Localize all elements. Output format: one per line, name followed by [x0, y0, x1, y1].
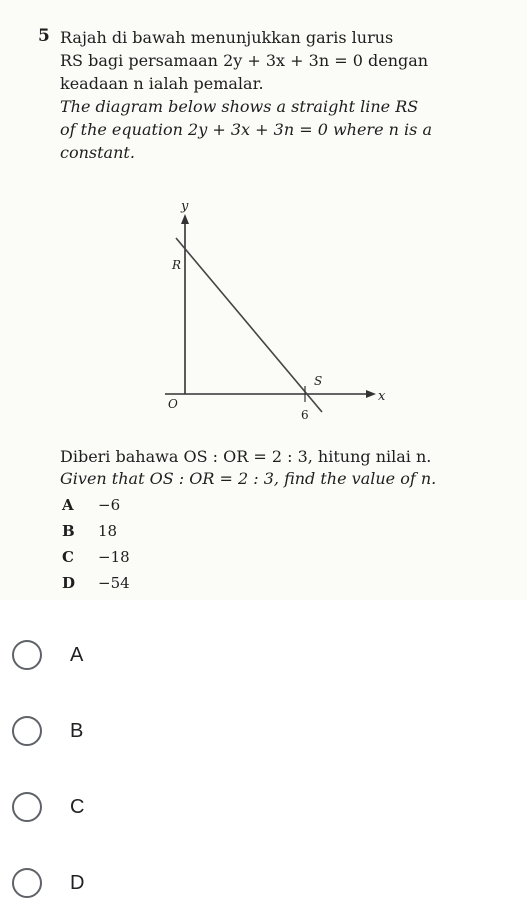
- given-english: Given that OS : OR = 2 : 3, find the value of n.: [60, 469, 437, 488]
- x-axis-arrow: [366, 390, 376, 398]
- option-b[interactable]: [0, 693, 527, 769]
- printed-choice: [60, 570, 130, 596]
- given-malay: Diberi bahawa OS : OR = 2 : 3, hitung nilai n.: [60, 447, 432, 466]
- printed-choice-letter: D: [62, 574, 76, 592]
- x-intercept-label: 6: [301, 408, 309, 422]
- given-text: [60, 446, 520, 490]
- option-c[interactable]: [0, 769, 527, 845]
- printed-choice-letter: B: [62, 522, 75, 540]
- printed-choice: [60, 518, 130, 544]
- point-r-label: R: [172, 258, 182, 272]
- printed-choice-letter: A: [62, 496, 74, 514]
- question-english-line-3: constant.: [60, 143, 135, 162]
- question-number: 5: [38, 26, 50, 46]
- question-english-line-1: The diagram below shows a straight line RS: [60, 97, 419, 116]
- printed-choice-value: −54: [98, 574, 130, 592]
- question-malay-line-3: keadaan n ialah pemalar.: [60, 74, 264, 93]
- option-a-label: A: [70, 643, 84, 666]
- printed-choice-letter: C: [62, 548, 74, 566]
- option-c-label: C: [70, 795, 85, 818]
- question-text: [60, 26, 515, 164]
- answer-options: [0, 617, 527, 921]
- radio-button-a[interactable]: [12, 640, 42, 670]
- line-rs-diagram: [150, 190, 410, 430]
- option-a[interactable]: [0, 617, 527, 693]
- y-axis-label: y: [181, 199, 189, 214]
- printed-choice-value: −6: [98, 496, 121, 514]
- y-axis-arrow: [181, 214, 189, 224]
- option-d[interactable]: [0, 845, 527, 921]
- origin-label: O: [168, 397, 178, 411]
- question-english-line-2: of the equation 2y + 3x + 3n = 0 where n is a: [60, 120, 432, 139]
- radio-button-b[interactable]: [12, 716, 42, 746]
- radio-button-d[interactable]: [12, 868, 42, 898]
- point-s-label: S: [314, 374, 323, 388]
- option-b-label: B: [70, 719, 84, 742]
- line-rs: [176, 238, 322, 412]
- printed-choice-value: −18: [98, 548, 130, 566]
- option-d-label: D: [70, 871, 85, 894]
- printed-choice: [60, 544, 130, 570]
- printed-choices: [60, 492, 130, 596]
- radio-button-c[interactable]: [12, 792, 42, 822]
- question-malay-line-1: Rajah di bawah menunjukkan garis lurus: [60, 28, 394, 47]
- printed-choice-value: 18: [98, 522, 118, 540]
- x-axis-label: x: [378, 389, 386, 404]
- printed-choice: [60, 492, 130, 518]
- question-malay-line-2: RS bagi persamaan 2y + 3x + 3n = 0 dengan: [60, 51, 429, 70]
